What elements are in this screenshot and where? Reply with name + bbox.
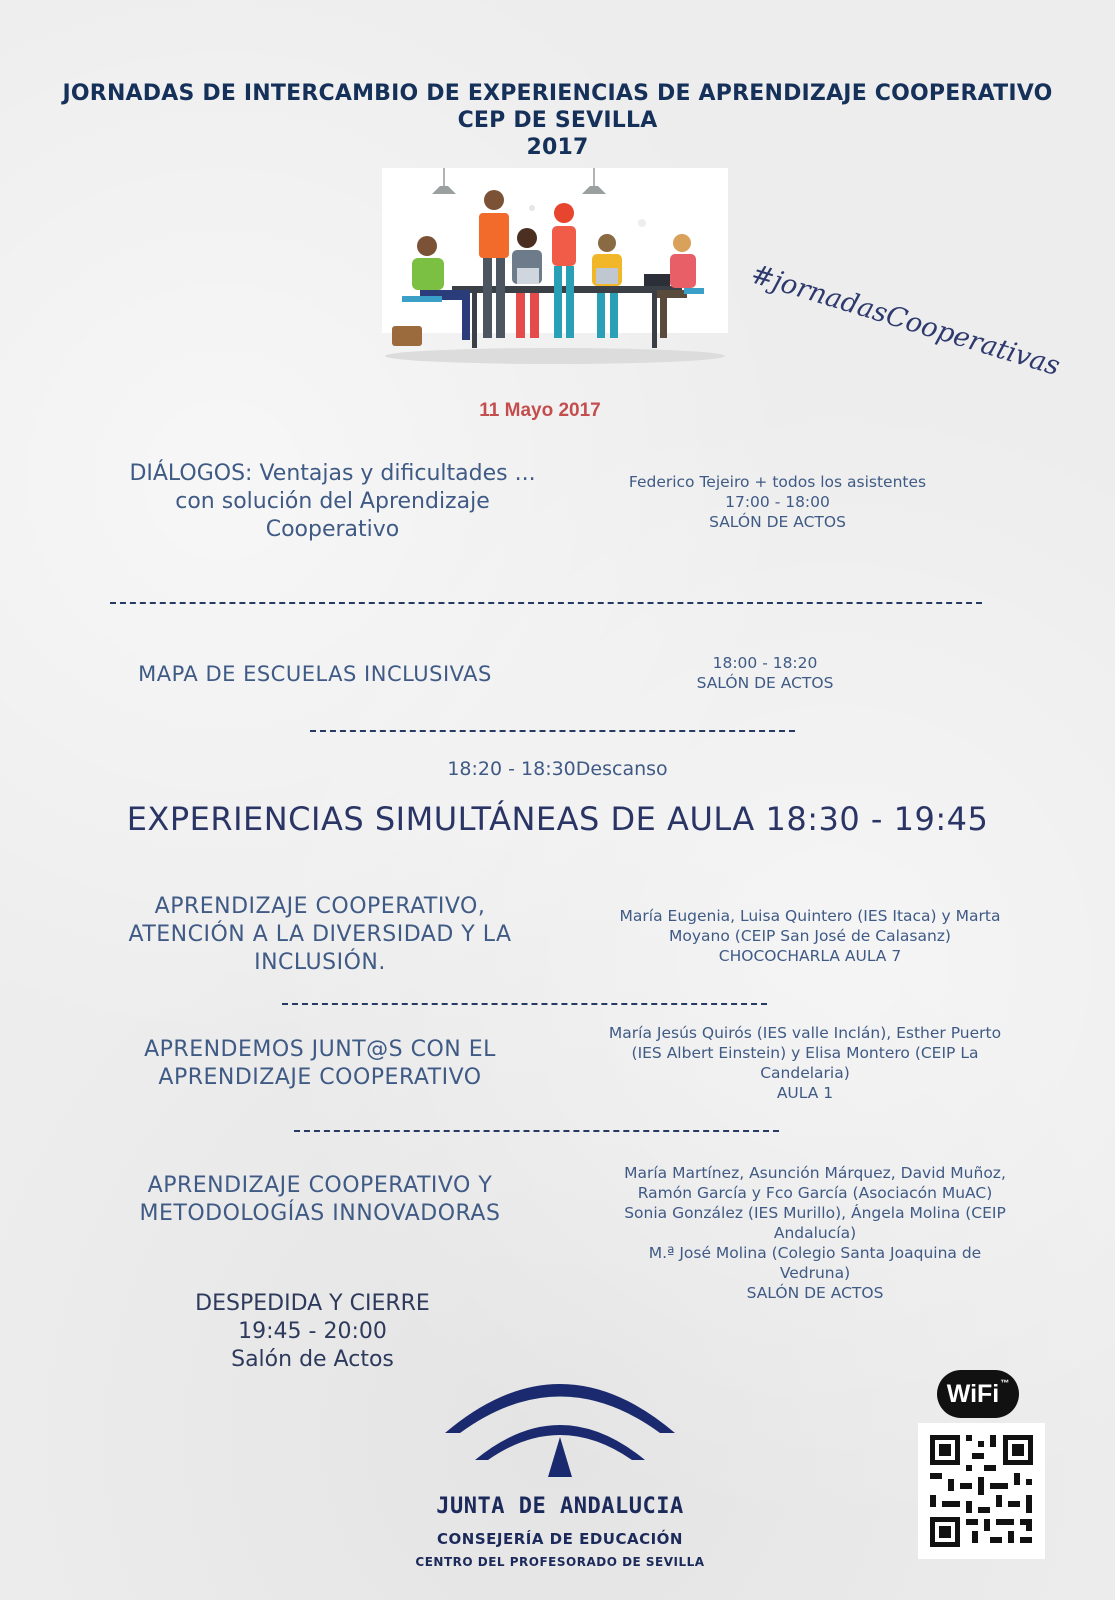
break-notice: 18:20 - 18:30Descanso: [447, 758, 668, 780]
workshop-title-line: APRENDEMOS JUNT@S CON EL: [144, 1037, 496, 1062]
event-year: 2017: [526, 135, 589, 160]
closing-time: 19:45 - 20:00: [238, 1319, 387, 1344]
workshop-speakers: María Martínez, Asunción Márquez, David Muñoz,: [624, 1164, 1006, 1182]
workshop-title-juntos: [110, 1036, 530, 1092]
junta-andalucia-logo: [420, 1365, 700, 1495]
session-room: SALÓN DE ACTOS: [696, 674, 834, 692]
workshop-title-line: ATENCIÓN A LA DIVERSIDAD Y LA: [128, 922, 512, 947]
session-time: 18:00 - 18:20: [712, 654, 818, 672]
session-info-dialogos: [605, 472, 950, 532]
qr-code[interactable]: [918, 1423, 1045, 1559]
workshop-title-line: APRENDIZAJE COOPERATIVO,: [154, 894, 486, 919]
workshop-title-line: APRENDIZAJE COOPERATIVO: [158, 1065, 482, 1090]
workshop-title-diversidad: [110, 893, 530, 977]
closing-room: Salón de Actos: [231, 1347, 394, 1372]
session-time: 17:00 - 18:00: [725, 493, 830, 511]
workshop-title-line: METODOLOGÍAS INNOVADORAS: [139, 1201, 501, 1226]
session-speakers: Federico Tejeiro + todos los asistentes: [628, 473, 927, 491]
workshop-title-line: INCLUSIÓN.: [254, 950, 386, 975]
workshop-room: CHOCOCHARLA AULA 7: [718, 947, 902, 965]
closing-session: [150, 1290, 475, 1374]
event-date: 11 Mayo 2017: [479, 400, 601, 421]
event-header: [0, 80, 1115, 161]
workshop-speakers: María Jesús Quirós (IES valle Inclán), Esther Puerto: [608, 1024, 1002, 1042]
session-title-line: MAPA DE ESCUELAS INCLUSIVAS: [138, 662, 492, 686]
workshop-speakers: Vedruna): [779, 1264, 851, 1282]
workshop-speakers: María Eugenia, Luisa Quintero (IES Itaca) y Marta: [619, 907, 1001, 925]
hashtag-label: #jornadasCooperativas: [747, 258, 1064, 383]
session-info-mapa: [620, 653, 910, 693]
workshop-speakers: Andalucía): [773, 1224, 857, 1242]
wifi-label: WiFi: [946, 1379, 1000, 1408]
consejeria-name: CONSEJERÍA DE EDUCACIÓN: [437, 1530, 683, 1548]
workshop-info-metodologias: [600, 1163, 1030, 1303]
session-title-mapa: [105, 660, 525, 688]
workshop-room: SALÓN DE ACTOS: [746, 1284, 884, 1302]
workshop-title-line: APRENDIZAJE COOPERATIVO Y: [147, 1173, 493, 1198]
workshop-info-diversidad: [600, 906, 1020, 966]
session-title-line: Cooperativo: [265, 517, 400, 542]
wifi-trademark: ™: [1000, 1378, 1010, 1388]
centro-name: CENTRO DEL PROFESORADO DE SEVILLA: [415, 1555, 705, 1569]
session-title-line: DIÁLOGOS: Ventajas y dificultades ...: [129, 461, 536, 486]
simultaneous-sessions-title: EXPERIENCIAS SIMULTÁNEAS DE AULA 18:30 - 19:45: [126, 800, 989, 838]
divider: [110, 602, 982, 604]
workshop-title-metodologias: [110, 1172, 530, 1228]
divider: [294, 1130, 779, 1132]
workshop-speakers: (IES Albert Einstein) y Elisa Montero (CEIP La: [631, 1044, 979, 1062]
closing-title: DESPEDIDA Y CIERRE: [195, 1291, 430, 1316]
workshop-info-juntos: [590, 1023, 1020, 1103]
divider: [282, 1003, 767, 1005]
workshop-speakers: Moyano (CEIP San José de Calasanz): [669, 927, 951, 945]
teamwork-illustration: [382, 168, 728, 368]
session-title-line: con solución del Aprendizaje: [175, 489, 490, 514]
session-title-dialogos: [95, 460, 570, 544]
event-organizer: CEP DE SEVILLA: [457, 108, 658, 133]
event-title: JORNADAS DE INTERCAMBIO DE EXPERIENCIAS DE APRENDIZAJE COOPERATIVO: [62, 81, 1053, 106]
wifi-icon: [937, 1370, 1019, 1418]
divider: [310, 730, 795, 732]
workshop-speakers: M.ª José Molina (Colegio Santa Joaquina de: [648, 1244, 982, 1262]
workshop-speakers: Sonia González (IES Murillo), Ángela Molina (CEIP: [624, 1204, 1006, 1222]
session-room: SALÓN DE ACTOS: [709, 513, 846, 531]
workshop-speakers: Candelaria): [760, 1064, 850, 1082]
junta-name: JUNTA DE ANDALUCIA: [436, 1494, 684, 1519]
workshop-speakers: Ramón García y Fco García (Asociacón MuAC): [637, 1184, 993, 1202]
workshop-room: AULA 1: [776, 1084, 834, 1102]
